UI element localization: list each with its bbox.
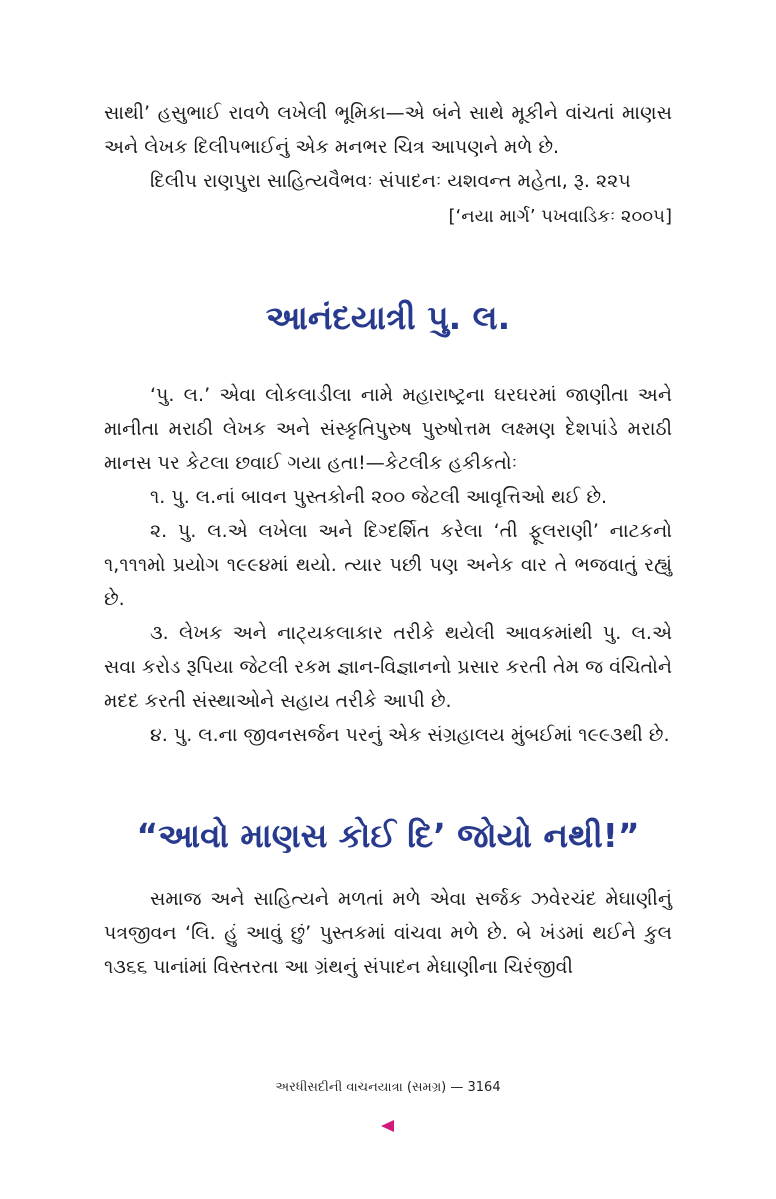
source-note: [‘નયા માર્ગ’ પખવાડિકઃ ૨૦૦૫]: [448, 206, 672, 227]
book-citation: દિલીપ રાણપુરા સાહિત્યવૈભવઃ સંપાદનઃ યશવન્ત મહેતા, રૂ. ૨૨૫: [150, 170, 631, 192]
section-title-meghani: “આવો માણસ કોઈ દિ’ જોયો નથી!”: [136, 816, 640, 855]
section1-paragraph: ‘પુ. લ.’ એવા લોકલાડીલા નામે મહારાષ્ટ્રના ઘરઘરમાં જાણીતા અને માનીતા મરાઠી લેખક અને સંસ્કૃતિપુરુષ પુરુષોત્તમ લક્ષ્મણ દેશપાંડે મરાઠી માનસ પર કેટલા છવાઈ ગયા હતા!—કેટલીક હકીકતોઃ: [104, 384, 672, 474]
fact-item-2: ૨. પુ. લ.એ લખેલા અને દિગ્દર્શિત કરેલા ‘તી ફૂલરાણી’ નાટકનો ૧,૧૧૧મો પ્રયોગ ૧૯૯૪માં થયો. ત્યાર પછી પણ અનેક વાર તે ભજવાતું રહ્યું છે.: [104, 520, 672, 610]
fact-item-1: ૧. પુ. લ.નાં બાવન પુસ્તકોની ૨૦૦ જેટલી આવૃત્તિઓ થઈ છે.: [150, 486, 608, 508]
page-content: [104, 96, 672, 984]
section2-paragraph: સમાજ અને સાહિત્યને મળતાં મળે એવા સર્જક ઝવેરચંદ મેઘાણીનું પત્રજીવન ‘લિ. હું આવું છું’ પુસ્તકમાં વાંચવા મળે છે. બે ખંડમાં થઈને કુલ ૧૩૬૬ પાનાંમાં વિસ્તરતા આ ગ્રંથનું સંપાદન મેઘાણીના ચિરંજીવી: [104, 888, 672, 978]
section-title-pu-la: આનંદયાત્રી પુ. લ.: [265, 298, 511, 337]
previous-page-arrow-icon[interactable]: [381, 1120, 394, 1132]
fact-item-3: ૩. લેખક અને નાટ્યકલાકાર તરીકે થયેલી આવકમાંથી પુ. લ.એ સવા કરોડ રૂપિયા જેટલી રકમ જ્ઞાન-વિજ્ઞાનનો પ્રસાર કરતી તેમ જ વંચિતોને મદદ કરતી સંસ્થાઓને સહાય તરીકે આપી છે.: [104, 622, 672, 712]
page-footer: અરધીસદીની વાચનયાત્રા (સમગ્ર) — 3164: [275, 1080, 501, 1095]
fact-item-4: ૪. પુ. લ.ના જીવનસર્જન પરનું એક સંગ્રહાલય મુંબઈમાં ૧૯૯૩થી છે.: [150, 724, 670, 746]
intro-paragraph: સાથી’ હસુભાઈ રાવળે લખેલી ભૂમિકા—એ બંને સાથે મૂકીને વાંચતાં માણસ અને લેખક દિલીપભાઈનું એક મનભર ચિત્ર આપણને મળે છે.: [104, 102, 672, 158]
